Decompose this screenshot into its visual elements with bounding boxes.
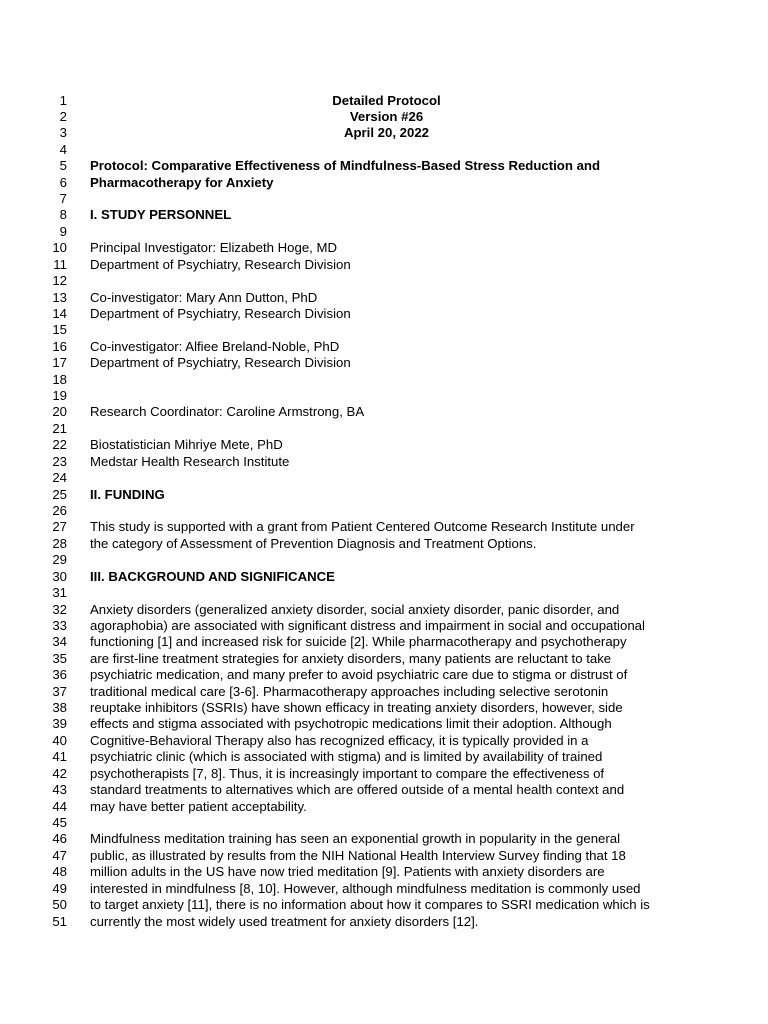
line-number: 49 bbox=[52, 880, 67, 896]
line-number: 22 bbox=[52, 437, 67, 453]
line-text: interested in mindfulness [8, 10]. However, although mindfulness meditation is commonly used bbox=[90, 880, 641, 896]
line-number: 32 bbox=[52, 601, 67, 617]
document-line bbox=[0, 536, 768, 552]
line-number: 14 bbox=[52, 305, 67, 321]
document-line bbox=[0, 142, 768, 158]
document-line bbox=[0, 914, 768, 930]
line-number: 31 bbox=[52, 585, 67, 601]
line-number: 6 bbox=[59, 174, 67, 190]
line-text: This study is supported with a grant from Patient Centered Outcome Research Institute under bbox=[90, 519, 635, 535]
heading-text: Pharmacotherapy for Anxiety bbox=[90, 174, 274, 190]
line-number: 28 bbox=[52, 535, 67, 551]
line-text: reuptake inhibitors (SSRIs) have shown efficacy in treating anxiety disorders, however, side bbox=[90, 700, 623, 716]
heading-text: April 20, 2022 bbox=[343, 125, 430, 141]
line-number: 50 bbox=[52, 897, 67, 913]
line-number: 41 bbox=[52, 749, 67, 765]
line-number: 36 bbox=[52, 667, 67, 683]
document-line bbox=[0, 191, 768, 207]
line-number: 8 bbox=[59, 207, 67, 223]
document-line bbox=[0, 175, 768, 191]
line-number: 46 bbox=[52, 831, 67, 847]
document-line bbox=[0, 651, 768, 667]
document-line bbox=[0, 306, 768, 322]
line-text: functioning [1] and increased risk for suicide [2]. While pharmacotherapy and psychotherapy bbox=[90, 634, 627, 650]
line-number: 1 bbox=[59, 92, 67, 108]
heading-text: I. STUDY PERSONNEL bbox=[90, 207, 232, 223]
line-number: 44 bbox=[52, 798, 67, 814]
line-text: Medstar Health Research Institute bbox=[90, 453, 290, 469]
line-number: 51 bbox=[52, 913, 67, 929]
line-number: 20 bbox=[52, 404, 67, 420]
line-text: psychotherapists [7, 8]. Thus, it is increasingly important to compare the effectiveness of bbox=[90, 765, 605, 781]
line-number: 3 bbox=[59, 125, 67, 141]
line-number: 24 bbox=[52, 470, 67, 486]
document-line bbox=[0, 585, 768, 601]
heading-text: III. BACKGROUND AND SIGNIFICANCE bbox=[90, 568, 335, 584]
document-line bbox=[0, 897, 768, 913]
line-text: are first-line treatment strategies for anxiety disorders, many patients are reluctant to take bbox=[90, 650, 612, 666]
line-text: effects and stigma associated with psychotropic medications limit their adoption. Although bbox=[90, 716, 612, 732]
line-text: Department of Psychiatry, Research Division bbox=[90, 305, 351, 321]
document-line bbox=[0, 207, 768, 223]
line-number: 35 bbox=[52, 650, 67, 666]
line-text: Cognitive-Behavioral Therapy also has recognized efficacy, it is typically provided in a bbox=[90, 732, 589, 748]
document-line bbox=[0, 881, 768, 897]
line-number: 29 bbox=[52, 552, 67, 568]
document-line bbox=[0, 339, 768, 355]
line-number: 48 bbox=[52, 864, 67, 880]
document-line bbox=[0, 290, 768, 306]
line-number: 45 bbox=[52, 814, 67, 830]
document-line bbox=[0, 684, 768, 700]
line-number: 25 bbox=[52, 486, 67, 502]
line-text: Department of Psychiatry, Research Division bbox=[90, 355, 351, 371]
line-text: psychiatric medication, and many prefer to avoid psychiatric care due to stigma or distrust of bbox=[90, 667, 628, 683]
line-text: traditional medical care [3-6]. Pharmacotherapy approaches including selective serotonin bbox=[90, 683, 609, 699]
document-line bbox=[0, 634, 768, 650]
line-number: 26 bbox=[52, 503, 67, 518]
line-number: 4 bbox=[59, 141, 67, 157]
document-line bbox=[0, 273, 768, 289]
document-line bbox=[0, 240, 768, 256]
line-number: 34 bbox=[52, 634, 67, 650]
line-text: million adults in the US have now tried meditation [9]. Patients with anxiety disorders are bbox=[90, 864, 605, 880]
heading-text: II. FUNDING bbox=[90, 486, 165, 502]
line-text: Anxiety disorders (generalized anxiety disorder, social anxiety disorder, panic disorder, and bbox=[90, 601, 620, 617]
heading-text: Protocol: Comparative Effectiveness of Mindfulness-Based Stress Reduction and bbox=[90, 158, 601, 174]
document-line bbox=[0, 766, 768, 782]
line-number: 47 bbox=[52, 847, 67, 863]
line-number: 5 bbox=[59, 158, 67, 174]
line-text: to target anxiety [11], there is no information about how it compares to SSRI medication which is bbox=[90, 897, 650, 913]
line-number: 2 bbox=[59, 108, 67, 124]
document-line bbox=[0, 388, 768, 404]
line-number: 13 bbox=[52, 289, 67, 305]
line-text: psychiatric clinic (which is associated with stigma) and is limited by availability of trained bbox=[90, 749, 603, 765]
line-number: 38 bbox=[52, 700, 67, 716]
line-text: Co-investigator: Alfiee Breland-Noble, PhD bbox=[90, 338, 340, 354]
line-number: 15 bbox=[52, 322, 67, 338]
line-number: 37 bbox=[52, 683, 67, 699]
document-line bbox=[0, 848, 768, 864]
document-line bbox=[0, 552, 768, 568]
line-number: 30 bbox=[52, 568, 67, 584]
document-line bbox=[0, 618, 768, 634]
heading-text: Version #26 bbox=[349, 108, 424, 124]
document-line bbox=[0, 815, 768, 831]
line-number: 10 bbox=[52, 240, 67, 256]
line-text: currently the most widely used treatment for anxiety disorders [12]. bbox=[90, 913, 479, 929]
document-line bbox=[0, 749, 768, 765]
line-text: Biostatistician Mihriye Mete, PhD bbox=[90, 437, 283, 453]
document-line bbox=[0, 716, 768, 732]
document-line bbox=[0, 503, 768, 519]
line-number: 33 bbox=[52, 617, 67, 633]
line-number: 18 bbox=[52, 371, 67, 387]
document-line bbox=[0, 372, 768, 388]
document-line bbox=[0, 355, 768, 371]
line-number: 19 bbox=[52, 388, 67, 404]
document-line bbox=[0, 158, 768, 174]
document-line bbox=[0, 93, 768, 109]
document-line bbox=[0, 437, 768, 453]
line-text: Department of Psychiatry, Research Division bbox=[90, 256, 351, 272]
line-text: public, as illustrated by results from the NIH National Health Interview Survey finding that 18 bbox=[90, 847, 626, 863]
line-text: Mindfulness meditation training has seen an exponential growth in popularity in the general bbox=[90, 831, 621, 847]
document-line bbox=[0, 799, 768, 815]
line-number: 39 bbox=[52, 716, 67, 732]
document-line bbox=[0, 864, 768, 880]
line-number: 21 bbox=[52, 420, 67, 436]
document-line bbox=[0, 519, 768, 535]
line-text: standard treatments to alternatives which are offered outside of a mental health context and bbox=[90, 782, 625, 798]
document-line bbox=[0, 667, 768, 683]
line-number: 7 bbox=[59, 191, 67, 207]
document-line bbox=[0, 470, 768, 486]
line-text: may have better patient acceptability. bbox=[90, 798, 307, 814]
document-line bbox=[0, 602, 768, 618]
heading-text: Detailed Protocol bbox=[332, 92, 441, 108]
document-line bbox=[0, 109, 768, 125]
document-line bbox=[0, 404, 768, 420]
line-number: 16 bbox=[52, 338, 67, 354]
document-line bbox=[0, 224, 768, 240]
line-text: the category of Assessment of Prevention Diagnosis and Treatment Options. bbox=[90, 535, 537, 551]
document-line bbox=[0, 733, 768, 749]
line-number: 12 bbox=[52, 273, 67, 289]
document-line bbox=[0, 257, 768, 273]
document-line bbox=[0, 421, 768, 437]
document-line bbox=[0, 322, 768, 338]
line-number: 17 bbox=[52, 355, 67, 371]
line-number: 42 bbox=[52, 765, 67, 781]
document-line bbox=[0, 487, 768, 503]
document-line bbox=[0, 569, 768, 585]
line-number: 43 bbox=[52, 782, 67, 798]
line-text: Research Coordinator: Caroline Armstrong, BA bbox=[90, 404, 365, 420]
line-text: agoraphobia) are associated with significant distress and impairment in social and occupational bbox=[90, 617, 645, 633]
document-line bbox=[0, 454, 768, 470]
line-number: 9 bbox=[59, 223, 67, 239]
line-number: 23 bbox=[52, 453, 67, 469]
line-text: Co-investigator: Mary Ann Dutton, PhD bbox=[90, 289, 318, 305]
line-number: 27 bbox=[52, 519, 67, 535]
line-number: 40 bbox=[52, 732, 67, 748]
line-number: 11 bbox=[53, 256, 67, 272]
document-line bbox=[0, 782, 768, 798]
line-text: Principal Investigator: Elizabeth Hoge, MD bbox=[90, 240, 338, 256]
document-line bbox=[0, 125, 768, 141]
document-line bbox=[0, 700, 768, 716]
document-line bbox=[0, 831, 768, 847]
